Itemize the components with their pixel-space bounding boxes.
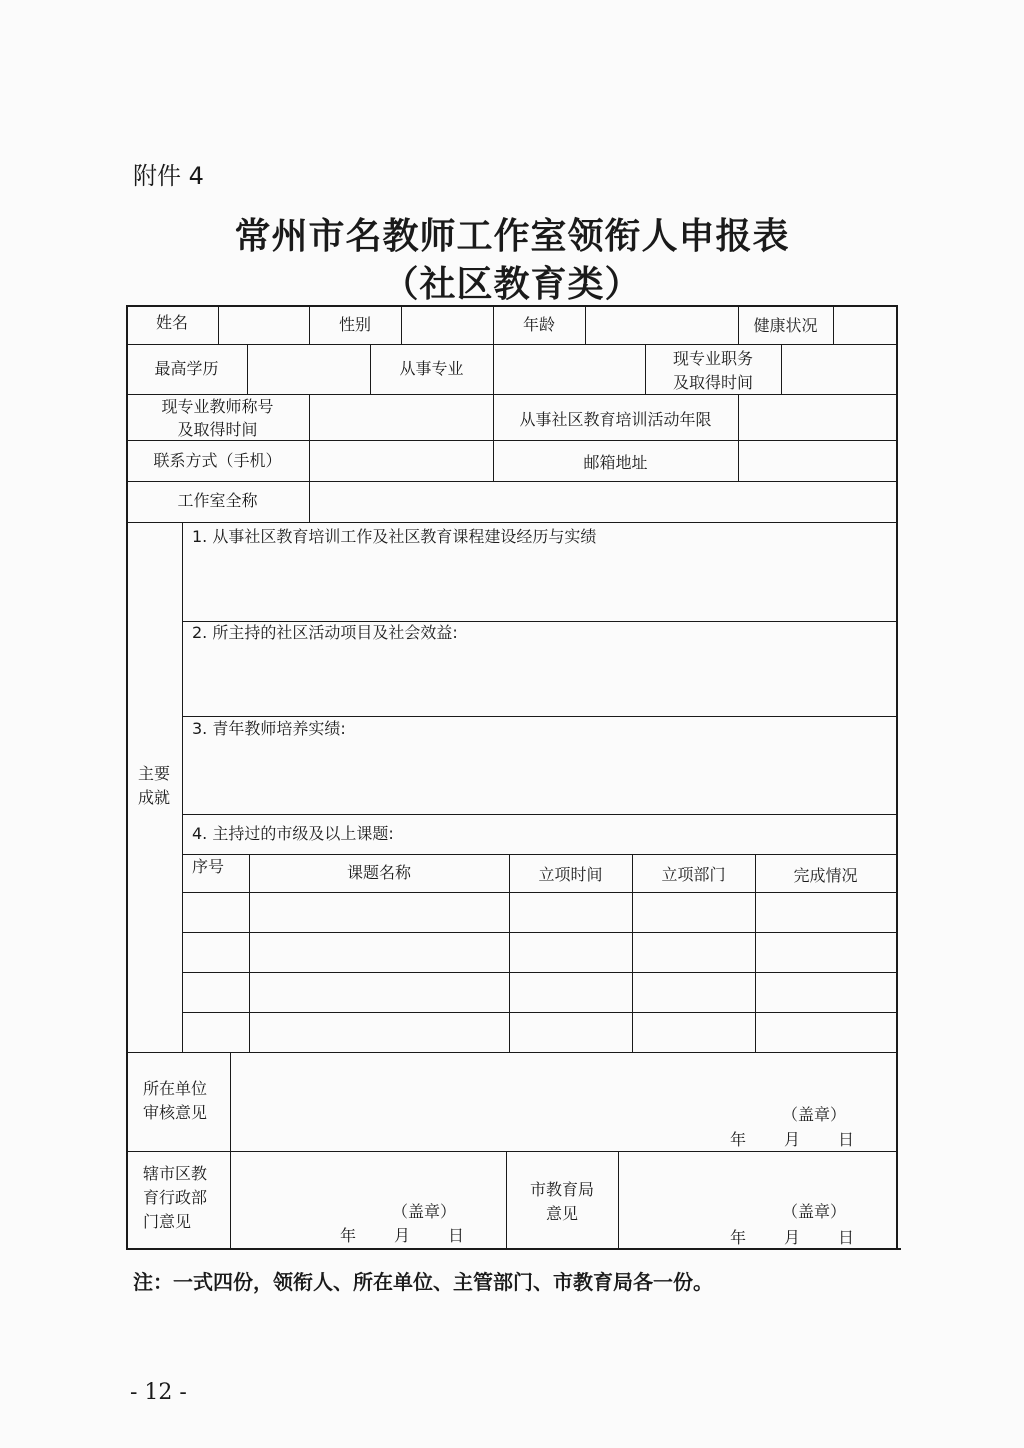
label-district-review-1: 辖市区教 [143, 1164, 208, 1183]
label-position-title: 现专业职务 [672, 349, 753, 368]
project-header-department: 立项部门 [661, 865, 726, 884]
achievement-item-3: 3. 青年教师培养实绩: [192, 719, 346, 738]
achievement-item-4: 4. 主持过的市级及以上课题: [192, 824, 394, 843]
label-studio-name: 工作室全称 [177, 491, 258, 510]
label-teacher-title-time: 及取得时间 [177, 420, 258, 439]
col-line [401, 305, 402, 344]
attachment-label: 附件 4 [133, 162, 204, 190]
col-line [781, 344, 782, 394]
city-date-year: 年 [730, 1228, 747, 1247]
label-teacher-title: 现专业教师称号 [161, 397, 274, 416]
unit-date-month: 月 [784, 1130, 801, 1149]
label-city-bureau-1: 市教育局 [529, 1180, 594, 1199]
district-seal: （盖章） [392, 1202, 457, 1221]
row-line [182, 854, 898, 855]
col-line [247, 344, 248, 394]
col-line [309, 394, 310, 522]
row-line [182, 814, 898, 815]
unit-date-day: 日 [838, 1130, 855, 1149]
row-line [182, 716, 898, 717]
label-unit-review-2: 审核意见 [143, 1103, 208, 1122]
col-line [585, 305, 586, 344]
col-line [218, 305, 219, 344]
row-line [182, 1012, 898, 1013]
achievement-item-1: 1. 从事社区教育培训工作及社区教育课程建设经历与实绩 [192, 527, 597, 546]
label-name: 姓名 [155, 313, 188, 332]
project-header-status: 完成情况 [793, 866, 858, 885]
col-line [618, 1151, 619, 1249]
city-seal: （盖章） [782, 1202, 847, 1221]
label-email: 邮箱地址 [583, 453, 648, 472]
label-major: 从事专业 [399, 359, 464, 378]
district-date-month: 月 [394, 1226, 411, 1245]
table-border-right [896, 305, 898, 1250]
unit-seal: （盖章） [782, 1105, 847, 1124]
label-unit-review-1: 所在单位 [143, 1079, 208, 1098]
col-line [182, 522, 183, 1052]
unit-date-year: 年 [730, 1130, 747, 1149]
label-city-bureau-2: 意见 [545, 1204, 578, 1223]
row-line [126, 1151, 898, 1152]
label-health: 健康状况 [753, 316, 818, 335]
achievement-item-2: 2. 所主持的社区活动项目及社会效益: [192, 623, 458, 642]
footnote: 注：一式四份，领衔人、所在单位、主管部门、市教育局各一份。 [133, 1270, 713, 1294]
label-district-review-2: 育行政部 [143, 1188, 208, 1207]
col-line [833, 305, 834, 344]
label-gender: 性别 [338, 315, 371, 334]
row-line [126, 522, 898, 523]
row-line [182, 972, 898, 973]
label-age: 年龄 [522, 315, 555, 334]
project-header-name: 课题名称 [346, 863, 411, 882]
row-line [126, 394, 898, 395]
city-date-month: 月 [784, 1228, 801, 1247]
district-date-year: 年 [340, 1226, 357, 1245]
col-line [230, 1052, 231, 1249]
label-achievements-1: 主要 [137, 764, 170, 783]
label-training-years: 从事社区教育培训活动年限 [519, 410, 712, 429]
table-border-top [126, 305, 898, 307]
col-line [493, 344, 494, 394]
label-phone: 联系方式（手机） [153, 451, 282, 470]
row-line [126, 481, 898, 482]
label-achievements-2: 成就 [137, 788, 170, 807]
label-district-review-3: 门意见 [143, 1212, 192, 1231]
city-date-day: 日 [838, 1228, 855, 1247]
label-position-title-time: 及取得时间 [672, 373, 753, 392]
row-line [182, 932, 898, 933]
district-date-day: 日 [448, 1226, 465, 1245]
page-number: - 12 - [130, 1380, 187, 1405]
row-line [182, 892, 898, 893]
form-title: 常州市名教师工作室领衔人申报表 [234, 215, 790, 257]
project-header-index: 序号 [192, 857, 225, 876]
row-line [126, 1052, 898, 1053]
row-line [126, 344, 898, 345]
col-line [738, 394, 739, 481]
form-subtitle: （社区教育类） [382, 263, 642, 305]
project-header-date: 立项时间 [538, 865, 603, 884]
label-education: 最高学历 [154, 359, 219, 378]
